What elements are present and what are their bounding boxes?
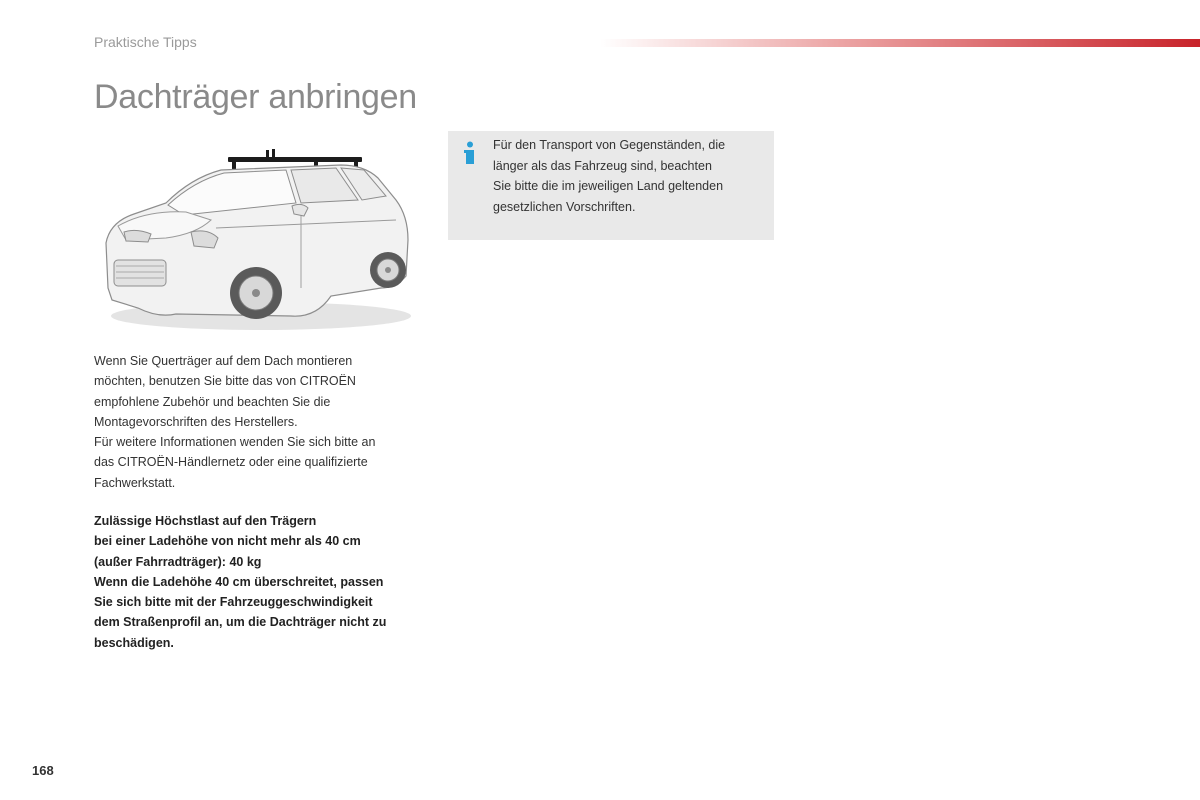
rear-wheel bbox=[370, 252, 406, 288]
warning-line: (außer Fahrradträger): 40 kg bbox=[94, 554, 262, 569]
info-icon bbox=[464, 141, 476, 165]
front-wheel bbox=[230, 267, 282, 319]
page-number: 168 bbox=[32, 763, 54, 778]
info-box bbox=[448, 131, 774, 240]
warning-line: Zulässige Höchstlast auf den Trägern bbox=[94, 514, 317, 528]
info-line: Sie bitte die im jeweiligen Land geltenden bbox=[493, 179, 724, 193]
section-label: Praktische Tipps bbox=[94, 34, 197, 50]
body-line: Fachwerkstatt. bbox=[94, 475, 176, 490]
body-text bbox=[94, 351, 419, 493]
load-warning-text bbox=[94, 511, 424, 653]
body-line: Für weitere Informationen wenden Sie sich bitte an bbox=[94, 435, 376, 450]
info-line: Für den Transport von Gegenständen, die bbox=[493, 138, 726, 152]
warning-line: bei einer Ladehöhe von nicht mehr als 40 cm bbox=[94, 534, 361, 549]
body-line: Wenn Sie Querträger auf dem Dach montieren bbox=[94, 354, 353, 368]
body-line: Montagevorschriften des Herstellers. bbox=[94, 414, 298, 429]
body-line: empfohlene Zubehör und beachten Sie die bbox=[94, 394, 331, 409]
info-line: länger als das Fahrzeug sind, beachten bbox=[493, 158, 712, 173]
warning-line: Wenn die Ladehöhe 40 cm überschreitet, passen bbox=[94, 574, 384, 589]
body-line: das CITROËN-Händlernetz oder eine qualifizierte bbox=[94, 455, 368, 470]
body-line: möchten, benutzen Sie bitte das von CITROËN bbox=[94, 374, 356, 389]
warning-line: Sie sich bitte mit der Fahrzeuggeschwindigkeit bbox=[94, 595, 373, 610]
car-with-roof-rack-illustration bbox=[96, 148, 416, 333]
header-accent-bar bbox=[600, 39, 1200, 47]
info-line: gesetzlichen Vorschriften. bbox=[493, 199, 636, 214]
warning-line: beschädigen. bbox=[94, 635, 174, 650]
warning-line: dem Straßenprofil an, um die Dachträger nicht zu bbox=[94, 615, 387, 630]
info-text bbox=[493, 135, 763, 217]
page-title: Dachträger anbringen bbox=[94, 78, 417, 116]
